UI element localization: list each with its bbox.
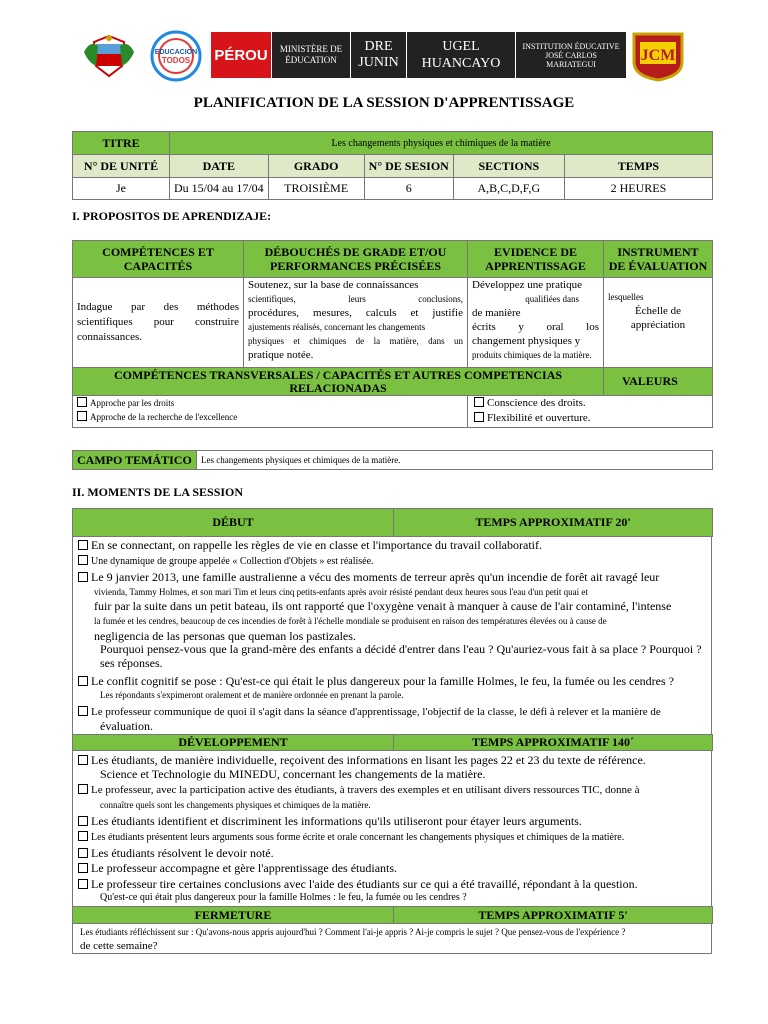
debouche-line-5: physiques et chimiques de la matière, dans un <box>248 336 463 346</box>
country-label: PÉROU <box>214 46 268 64</box>
ministry-label: MINISTÈRE DE ÉDUCATION <box>279 44 343 65</box>
transversal-item-1: Approche par les droits <box>90 398 175 408</box>
campo-label: CAMPO TEMÁTICO <box>73 451 197 470</box>
list-item <box>78 674 674 688</box>
list-item <box>78 555 374 569</box>
peru-coat-of-arms-icon <box>80 32 138 80</box>
titre-label: TITRE <box>73 132 170 155</box>
valeur-item-1: Conscience des droits. <box>487 397 586 409</box>
developpement-header <box>72 734 713 751</box>
valeur-item <box>474 396 708 411</box>
dev-item-1-line-1: Les étudiants, de manière individuelle, reçoivent des informations en lisant les pages 22 et 23 du texte de référence. <box>91 753 646 767</box>
competences-table <box>72 240 713 428</box>
header-temps: TEMPS <box>564 155 712 178</box>
dev-item-4: Les étudiants présentent leurs arguments sous forme écrite et orale concernant les changements physiques et chimiques de la matière. <box>91 832 625 843</box>
ugel-label: UGEL HUANCAYO <box>421 39 501 71</box>
developpement-label: DÉVELOPPEMENT <box>73 735 394 751</box>
debut-item-1: En se connectant, on rappelle les règles de vie en classe et l'importance du travail collaboratif. <box>91 538 542 552</box>
header-evidence: EVIDENCE DE APPRENTISSAGE <box>468 241 604 278</box>
debut-item-4-line-2: Les répondants s'expimeront oralement et de manière ordonnée en prenant la parole. <box>100 690 404 700</box>
dev-item-2-line-2: connaître quels sont les changements physiques et chimiques de la matière. <box>100 800 371 810</box>
instrument-line-1: lesquelles <box>608 292 644 302</box>
debut-time: TEMPS APPROXIMATIF 20' <box>394 509 713 537</box>
list-item <box>78 753 646 767</box>
debut-item-4-line-1: Le conflit cognitif se pose : Qu'est-ce qui était le plus dangereux pour la famille Holmes, le feu, la fumée ou les cendres ? <box>91 674 674 688</box>
dev-item-2-line-1: Le professeur, avec la participation active des étudiants, à travers des exemples et en utilisant divers ressources TIC, donne à <box>91 784 640 796</box>
titre-value: Les changements physiques et chimiques de la matière <box>170 132 713 155</box>
competence-text: Indague par des méthodes scientifiques pour construire connaissances. <box>73 278 244 368</box>
header-grado: GRADO <box>268 155 364 178</box>
checkbox-icon <box>78 831 88 841</box>
debut-item-3-line-4: la fumée et les cendres, beaucoup de ces incendies de forêt à l'échelle mondiale se produisent en raison des températures élevées ou à cause de <box>94 616 607 626</box>
list-item <box>78 861 397 875</box>
evidence-line-3: de manière <box>472 307 521 319</box>
fermeture-header <box>72 906 713 924</box>
fermeture-time: TEMPS APPROXIMATIF 5' <box>394 907 713 924</box>
transversal-item <box>77 410 463 424</box>
fermeture-label: FERMETURE <box>73 907 394 924</box>
dev-item-1-line-2: Science et Technologie du MINEDU, concernant les changements de la matière. <box>100 767 486 781</box>
header-sections: SECTIONS <box>453 155 564 178</box>
list-item <box>78 783 640 797</box>
value-sections: A,B,C,D,F,G <box>453 178 564 200</box>
evidence-line-6: produits chimiques de la matière. <box>472 350 592 360</box>
dre-label: DRE JUNIN <box>358 39 399 70</box>
checkbox-icon <box>78 540 88 550</box>
dev-item-3: Les étudiants identifient et discriminent les informations qu'ils utiliseront pour étayer leurs arguments. <box>91 814 582 828</box>
list-item <box>78 877 638 891</box>
debut-item-3-line-6: Pourquoi pensez-vous que la grand-mère des enfants a décidé d'entrer dans l'eau ? Qu'auriez-vous fait à sa place ? Pourquoi ? <box>100 642 702 656</box>
header-valeurs: VALEURS <box>604 368 713 396</box>
page-header <box>0 30 768 82</box>
campo-value: Les changements physiques et chimiques de la matière. <box>197 451 713 470</box>
debut-list <box>78 538 710 734</box>
dre-block <box>351 32 406 78</box>
evidence-line-1: Développez une pratique <box>472 279 582 291</box>
list-item <box>78 831 624 845</box>
value-date: Du 15/04 au 17/04 <box>170 178 269 200</box>
value-grado: TROISIÈME <box>268 178 364 200</box>
evidence-line-5: changement physiques y <box>472 335 581 347</box>
value-unite: Je <box>73 178 170 200</box>
checkbox-icon <box>78 816 88 826</box>
ministry-block <box>272 32 350 78</box>
checkbox-icon <box>78 848 88 858</box>
debut-item-3-line-5: negligencia de las personas que queman los pastizales. <box>94 629 356 643</box>
header-competences: COMPÉTENCES ET CAPACITÉS <box>73 241 244 278</box>
valeur-item <box>474 411 708 426</box>
country-block <box>211 32 271 78</box>
debut-label: DÉBUT <box>73 509 394 537</box>
ugel-block <box>407 32 515 78</box>
svg-text:EDUCACIÓN: EDUCACIÓN <box>154 49 198 56</box>
valeur-item-2: Flexibilité et ouverture. <box>487 412 591 424</box>
developpement-time: TEMPS APPROXIMATIF 140´ <box>394 735 713 751</box>
svg-text:TODOS: TODOS <box>161 56 191 65</box>
debut-item-3-line-7: ses réponses. <box>100 656 163 670</box>
section-2-heading: II. MOMENTS DE LA SESSION <box>72 485 244 499</box>
debut-item-3-line-3: fuir par la suite dans un petit bateau, ils ont rapporté que l'oxygène venait à manquer à cause de l'air contaminé, l'intense <box>94 599 672 613</box>
dev-item-5: Les étudiants résolvent le devoir noté. <box>91 846 274 860</box>
checkbox-icon <box>77 411 87 421</box>
section-1-heading: I. PROPOSITOS DE APRENDIZAJE: <box>72 209 272 223</box>
checkbox-icon <box>78 706 88 716</box>
header-instrument: INSTRUMENT DE ÉVALUATION <box>604 241 713 278</box>
debouche-line-6: pratique notée. <box>248 349 314 361</box>
list-item <box>78 570 659 584</box>
checkbox-icon <box>78 784 88 794</box>
checkbox-icon <box>78 879 88 889</box>
debut-item-3-line-1: Le 9 janvier 2013, une famille australienne a vécu des moments de terreur après qu'un incendie de forêt ait ravagé leur <box>91 570 660 584</box>
fermeture-list <box>78 925 710 953</box>
instrument-line-2: Échelle de appréciation <box>630 305 686 331</box>
dev-item-6: Le professeur accompagne et gère l'apprentissage des étudiants. <box>91 861 398 875</box>
fermeture-item-1: Les étudiants réfléchissent sur : Qu'avons-nous appris aujourd'hui ? Comment l'ai-je appris ? Ai-je compris le sujet ? Que pensez-vous de l'expérience ? <box>80 927 626 937</box>
list-item <box>78 538 542 552</box>
institution-label: INSTITUTION ÉDUCATIVE JOSÉ CARLOS MARIATEGUI <box>522 41 620 69</box>
debut-item-5-line-1: Le professeur communique de quoi il s'agit dans la séance d'apprentissage, l'objectif de la classe, le défi à relever et la manière de <box>91 706 661 718</box>
debouche-line-4: ajustements réalisés, concernant les changements <box>248 322 426 332</box>
debouche-line-3: procédures, mesures, calculs et justifie <box>248 307 463 319</box>
transversal-item <box>77 396 463 410</box>
developpement-list <box>78 753 710 905</box>
header-debouches: DÉBOUCHÉS DE GRADE ET/OU PERFORMANCES PRÉCISÉES <box>244 241 468 278</box>
debut-item-2: Une dynamique de groupe appelée « Collection d'Objets » est réalisée. <box>91 556 374 567</box>
school-crest-text: JCM <box>640 47 676 64</box>
value-temps: 2 HEURES <box>564 178 712 200</box>
checkbox-icon <box>474 412 484 422</box>
checkbox-icon <box>78 755 88 765</box>
institution-block <box>516 32 626 78</box>
dev-item-7-line-2: Qu'est-ce qui était plus dangereux pour la famille Holmes : le feu, la fumée ou les cendres ? <box>100 892 467 903</box>
dev-item-7-line-1: Le professeur tire certaines conclusions avec l'aide des étudiants sur ce qui a été travaillé, répondant à la question. <box>91 877 638 891</box>
header-sesion: N° DE SESION <box>364 155 453 178</box>
header-transversal: COMPÉTENCES TRANSVERSALES / CAPACITÉS ET AUTRES COMPETENCIAS RELACIONADAS <box>73 368 604 396</box>
fermeture-item-2: de cette semaine? <box>80 940 158 952</box>
debut-item-3-line-2: vivienda, Tammy Holmes, et son mari Tim et leurs cinq petits-enfants après avoir résisté pendant deux heures sous l'eau d'un petit quai et <box>94 587 588 597</box>
debut-header <box>72 508 713 537</box>
checkbox-icon <box>474 397 484 407</box>
list-item <box>78 814 582 828</box>
session-info-table <box>72 131 713 200</box>
education-logo-icon <box>148 30 204 82</box>
campo-tematique-table <box>72 450 713 470</box>
checkbox-icon <box>77 397 87 407</box>
page-title: PLANIFICATION DE LA SESSION D'APPRENTISSAGE <box>193 95 575 111</box>
header-unite: N° DE UNITÉ <box>73 155 170 178</box>
checkbox-icon <box>78 555 88 565</box>
list-item <box>78 705 661 719</box>
debut-item-5-line-2: évaluation. <box>100 719 153 733</box>
evidence-line-4: écrits y oral los <box>472 321 599 333</box>
list-item <box>78 846 274 860</box>
value-sesion: 6 <box>364 178 453 200</box>
checkbox-icon <box>78 863 88 873</box>
debouche-line-2: scientifiques, leurs conclusions, <box>248 294 463 304</box>
school-crest-icon <box>628 30 688 82</box>
debouche-line-1: Soutenez, sur la base de connaissances <box>248 279 419 291</box>
evidence-line-2: qualifiées dans <box>525 294 579 304</box>
checkbox-icon <box>78 572 88 582</box>
transversal-item-2: Approche de la recherche de l'excellence <box>90 412 238 422</box>
checkbox-icon <box>78 676 88 686</box>
header-date: DATE <box>170 155 269 178</box>
